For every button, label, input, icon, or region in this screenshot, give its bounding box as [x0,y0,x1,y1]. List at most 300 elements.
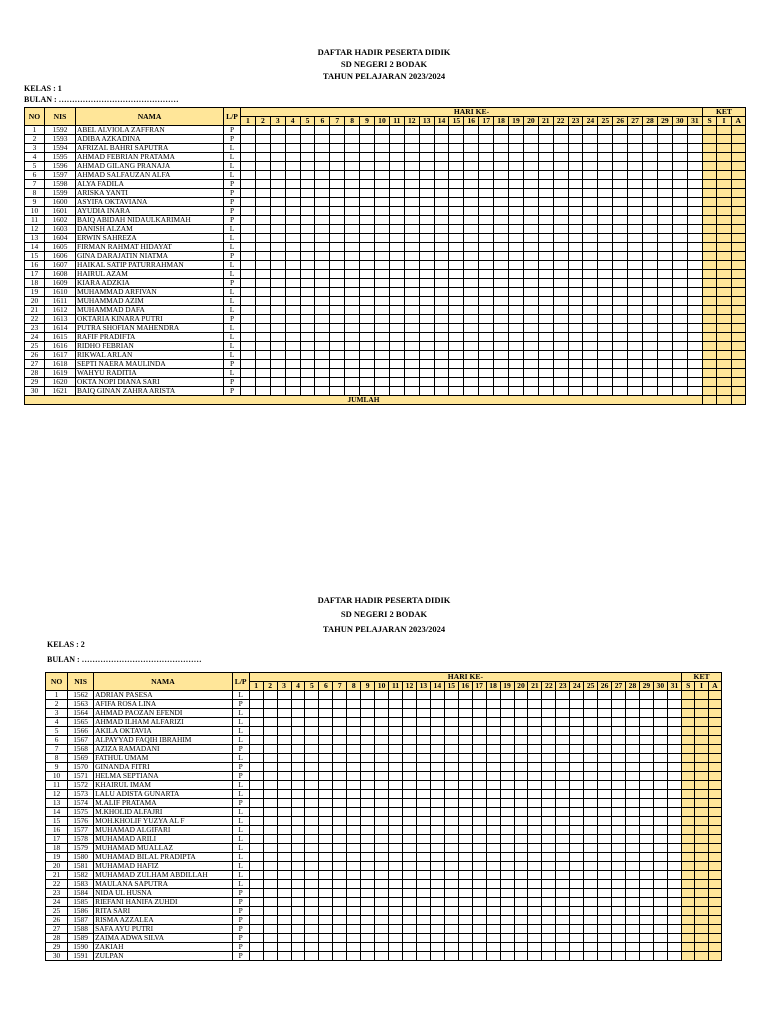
attendance-cell [449,189,464,198]
day-number-15: 15 [444,682,458,691]
attendance-cell [639,862,653,871]
attendance-cell [626,952,640,961]
student-gender: L [232,853,249,862]
attendance-cell [672,171,687,180]
attendance-cell [333,952,347,961]
attendance-cell [584,844,598,853]
attendance-cell [319,817,333,826]
student-name: MUHAMAD MUALLAZ [94,844,232,853]
student-name: ZAIMA ADWA SILVA [94,934,232,943]
attendance-cell [270,216,285,225]
attendance-cell [509,279,524,288]
attendance-cell [523,153,538,162]
attendance-cell [628,315,643,324]
attendance-cell [657,333,672,342]
attendance-cell [598,126,613,135]
attendance-cell [643,279,658,288]
attendance-cell [404,306,419,315]
attendance-cell [570,880,584,889]
ket-s-cell [682,889,695,898]
attendance-cell [319,772,333,781]
attendance-cell [509,180,524,189]
student-no: 17 [25,270,45,279]
attendance-cell [598,171,613,180]
attendance-cell [389,907,403,916]
attendance-cell [628,171,643,180]
attendance-cell [570,835,584,844]
attendance-cell [514,745,528,754]
attendance-cell [628,126,643,135]
attendance-cell [553,180,568,189]
attendance-cell [667,844,681,853]
sheet-title: DAFTAR HADIR PESERTA DIDIK [317,595,451,605]
attendance-cell [330,171,345,180]
attendance-cell [389,360,404,369]
attendance-cell [598,279,613,288]
attendance-cell [612,745,626,754]
attendance-cell [464,279,479,288]
attendance-cell [486,772,500,781]
attendance-cell [494,378,509,387]
attendance-cell [494,126,509,135]
attendance-cell [568,315,583,324]
attendance-cell [523,342,538,351]
ket-a-cell [731,144,745,153]
student-no: 20 [46,862,68,871]
attendance-cell [583,387,598,396]
attendance-cell [249,790,263,799]
ket-s-cell [703,360,717,369]
attendance-cell [241,243,256,252]
student-row [25,234,746,243]
attendance-cell [657,270,672,279]
attendance-cell [403,934,417,943]
attendance-cell [345,180,360,189]
attendance-cell [300,243,315,252]
attendance-cell [241,342,256,351]
attendance-cell [255,306,270,315]
student-name: LALU ADISTA GUNARTA [94,790,232,799]
no-header: NO [25,108,45,126]
ket-i-header: I [695,682,708,691]
attendance-cell [570,916,584,925]
attendance-cell [667,916,681,925]
student-name: ZAKIAH [94,943,232,952]
student-nis: 1565 [68,718,94,727]
attendance-cell [486,934,500,943]
attendance-cell [494,351,509,360]
attendance-cell [613,180,628,189]
attendance-cell [430,835,444,844]
attendance-cell [333,907,347,916]
student-row [46,835,722,844]
attendance-cell [347,916,361,925]
student-nis: 1568 [68,745,94,754]
attendance-cell [347,871,361,880]
day-number-14: 14 [430,682,444,691]
attendance-cell [389,772,403,781]
student-gender: P [232,700,249,709]
attendance-cell [416,907,430,916]
attendance-cell [667,736,681,745]
student-nis: 1605 [45,243,76,252]
student-row [46,916,722,925]
attendance-cell [538,225,553,234]
attendance-cell [389,799,403,808]
attendance-cell [509,333,524,342]
attendance-cell [598,378,613,387]
attendance-cell [315,324,330,333]
attendance-cell [444,691,458,700]
attendance-cell [285,153,300,162]
student-gender: P [224,387,241,396]
attendance-cell [444,871,458,880]
attendance-cell [444,826,458,835]
student-gender: P [224,216,241,225]
attendance-cell [249,736,263,745]
ket-s-cell [703,135,717,144]
attendance-cell [598,808,612,817]
student-gender: L [232,835,249,844]
attendance-cell [249,880,263,889]
student-name: MUHAMMAD ARFIVAN [76,288,224,297]
attendance-cell [538,162,553,171]
attendance-cell [486,943,500,952]
attendance-cell [479,378,494,387]
ket-s-cell [703,288,717,297]
student-nis: 1582 [68,871,94,880]
attendance-cell [584,880,598,889]
attendance-cell [514,817,528,826]
attendance-cell [509,144,524,153]
day-number-2: 2 [255,117,270,126]
attendance-cell [291,736,305,745]
student-row [46,880,722,889]
student-no: 20 [25,297,45,306]
attendance-cell [345,288,360,297]
day-number-14: 14 [434,117,449,126]
attendance-cell [523,378,538,387]
attendance-cell [419,234,434,243]
attendance-cell [598,934,612,943]
attendance-cell [479,189,494,198]
attendance-cell [653,754,667,763]
attendance-cell [472,916,486,925]
ket-i-cell [695,952,708,961]
attendance-cell [361,790,375,799]
ket-s-cell [703,369,717,378]
attendance-cell [263,889,277,898]
attendance-cell [687,153,702,162]
attendance-cell [241,189,256,198]
attendance-cell [458,826,472,835]
attendance-cell [687,279,702,288]
attendance-cell [375,790,389,799]
attendance-cell [360,351,375,360]
ket-a-cell [731,369,745,378]
attendance-cell [523,225,538,234]
attendance-cell [479,288,494,297]
attendance-cell [333,772,347,781]
attendance-cell [612,862,626,871]
attendance-cell [613,360,628,369]
student-nis: 1617 [45,351,76,360]
attendance-cell [464,162,479,171]
ket-s-cell [682,718,695,727]
attendance-cell [542,817,556,826]
day-number-5: 5 [300,117,315,126]
student-row [46,781,722,790]
student-no: 3 [25,144,45,153]
attendance-cell [361,772,375,781]
day-number-19: 19 [509,117,524,126]
ket-s-cell [703,180,717,189]
attendance-cell [672,324,687,333]
attendance-cell [653,925,667,934]
attendance-cell [523,387,538,396]
ket-i-cell [695,844,708,853]
attendance-cell [255,351,270,360]
attendance-cell [639,835,653,844]
attendance-cell [430,853,444,862]
attendance-cell [263,745,277,754]
attendance-cell [333,943,347,952]
attendance-cell [389,207,404,216]
attendance-cell [241,198,256,207]
attendance-cell [291,826,305,835]
attendance-cell [241,288,256,297]
attendance-cell [360,126,375,135]
total-label: JUMLAH [25,396,703,405]
student-nis: 1613 [45,315,76,324]
ket-a-cell [708,916,721,925]
attendance-cell [263,700,277,709]
student-row [46,808,722,817]
ket-a-cell [708,808,721,817]
attendance-cell [500,763,514,772]
gender-header: L/P [232,673,249,691]
student-no: 16 [46,826,68,835]
student-gender: L [224,288,241,297]
attendance-cell [472,736,486,745]
attendance-cell [486,754,500,763]
attendance-cell [598,297,613,306]
attendance-cell [556,835,570,844]
attendance-cell [416,709,430,718]
attendance-cell [403,898,417,907]
attendance-cell [626,763,640,772]
student-name: ALYA FADILA [76,180,224,189]
attendance-cell [494,261,509,270]
day-number-25: 25 [584,682,598,691]
attendance-cell [486,736,500,745]
attendance-cell [430,907,444,916]
attendance-cell [263,871,277,880]
attendance-cell [345,306,360,315]
total-i-cell [717,396,731,405]
student-gender: L [224,144,241,153]
attendance-cell [319,835,333,844]
attendance-cell [270,162,285,171]
attendance-cell [472,934,486,943]
attendance-cell [464,270,479,279]
attendance-cell [514,808,528,817]
ket-s-cell [682,907,695,916]
ket-i-cell [717,135,731,144]
attendance-cell [583,351,598,360]
attendance-cell [687,288,702,297]
attendance-cell [389,297,404,306]
day-number-17: 17 [472,682,486,691]
attendance-cell [500,781,514,790]
attendance-cell [494,153,509,162]
attendance-cell [403,790,417,799]
attendance-cell [556,817,570,826]
attendance-cell [568,135,583,144]
attendance-cell [255,333,270,342]
attendance-cell [494,279,509,288]
attendance-cell [583,324,598,333]
attendance-cell [404,216,419,225]
attendance-cell [360,252,375,261]
attendance-cell [361,799,375,808]
attendance-cell [263,925,277,934]
attendance-cell [389,952,403,961]
attendance-cell [613,270,628,279]
ket-i-cell [717,261,731,270]
attendance-cell [389,835,403,844]
student-no: 13 [46,799,68,808]
attendance-cell [583,288,598,297]
attendance-cell [628,369,643,378]
day-number-19: 19 [500,682,514,691]
attendance-cell [389,718,403,727]
attendance-cell [653,718,667,727]
attendance-cell [538,126,553,135]
student-no: 21 [25,306,45,315]
attendance-cell [285,324,300,333]
attendance-cell [291,790,305,799]
attendance-cell [509,198,524,207]
attendance-cell [626,709,640,718]
attendance-table [24,107,746,405]
attendance-cell [509,216,524,225]
attendance-cell [389,378,404,387]
attendance-cell [639,763,653,772]
attendance-cell [528,736,542,745]
attendance-cell [375,736,389,745]
attendance-cell [598,718,612,727]
attendance-cell [672,288,687,297]
attendance-cell [449,216,464,225]
attendance-cell [404,342,419,351]
student-row [46,898,722,907]
attendance-cell [538,261,553,270]
class-label: KELAS : 1 [24,84,62,93]
attendance-cell [687,261,702,270]
attendance-cell [472,907,486,916]
attendance-cell [494,180,509,189]
attendance-cell [570,745,584,754]
attendance-cell [270,171,285,180]
attendance-cell [500,844,514,853]
attendance-cell [643,270,658,279]
attendance-cell [263,835,277,844]
attendance-cell [333,880,347,889]
day-number-5: 5 [305,682,319,691]
attendance-cell [598,135,613,144]
day-number-28: 28 [643,117,658,126]
attendance-cell [291,889,305,898]
attendance-cell [538,288,553,297]
attendance-cell [255,243,270,252]
attendance-cell [500,718,514,727]
attendance-cell [486,952,500,961]
attendance-cell [584,862,598,871]
attendance-cell [389,252,404,261]
student-no: 12 [25,225,45,234]
attendance-cell [583,306,598,315]
attendance-cell [538,207,553,216]
attendance-cell [653,889,667,898]
attendance-cell [449,162,464,171]
student-name: AHMAD ILHAM ALFARIZI [94,718,232,727]
attendance-cell [486,826,500,835]
student-row [46,952,722,961]
attendance-cell [613,288,628,297]
attendance-cell [643,216,658,225]
student-gender: L [224,342,241,351]
attendance-cell [430,799,444,808]
attendance-cell [639,736,653,745]
student-gender: P [224,189,241,198]
student-name: AZIZA RAMADANI [94,745,232,754]
day-number-2: 2 [263,682,277,691]
attendance-cell [291,781,305,790]
attendance-cell [479,153,494,162]
attendance-cell [449,378,464,387]
ket-a-cell [708,871,721,880]
ket-s-cell [703,243,717,252]
attendance-cell [444,736,458,745]
attendance-cell [249,817,263,826]
attendance-cell [347,934,361,943]
student-row [46,736,722,745]
attendance-cell [430,889,444,898]
attendance-cell [416,817,430,826]
attendance-cell [375,171,390,180]
attendance-cell [464,333,479,342]
attendance-cell [255,189,270,198]
attendance-cell [514,898,528,907]
attendance-cell [305,691,319,700]
nis-header: NIS [68,673,94,691]
attendance-cell [486,727,500,736]
attendance-cell [667,907,681,916]
student-name: MUHAMMAD AZIM [76,297,224,306]
day-number-30: 30 [672,117,687,126]
attendance-cell [494,315,509,324]
attendance-cell [612,709,626,718]
ket-i-cell [695,871,708,880]
attendance-cell [347,925,361,934]
attendance-cell [263,880,277,889]
student-gender: L [232,844,249,853]
day-number-8: 8 [345,117,360,126]
attendance-cell [449,279,464,288]
attendance-cell [277,916,291,925]
student-gender: P [232,745,249,754]
